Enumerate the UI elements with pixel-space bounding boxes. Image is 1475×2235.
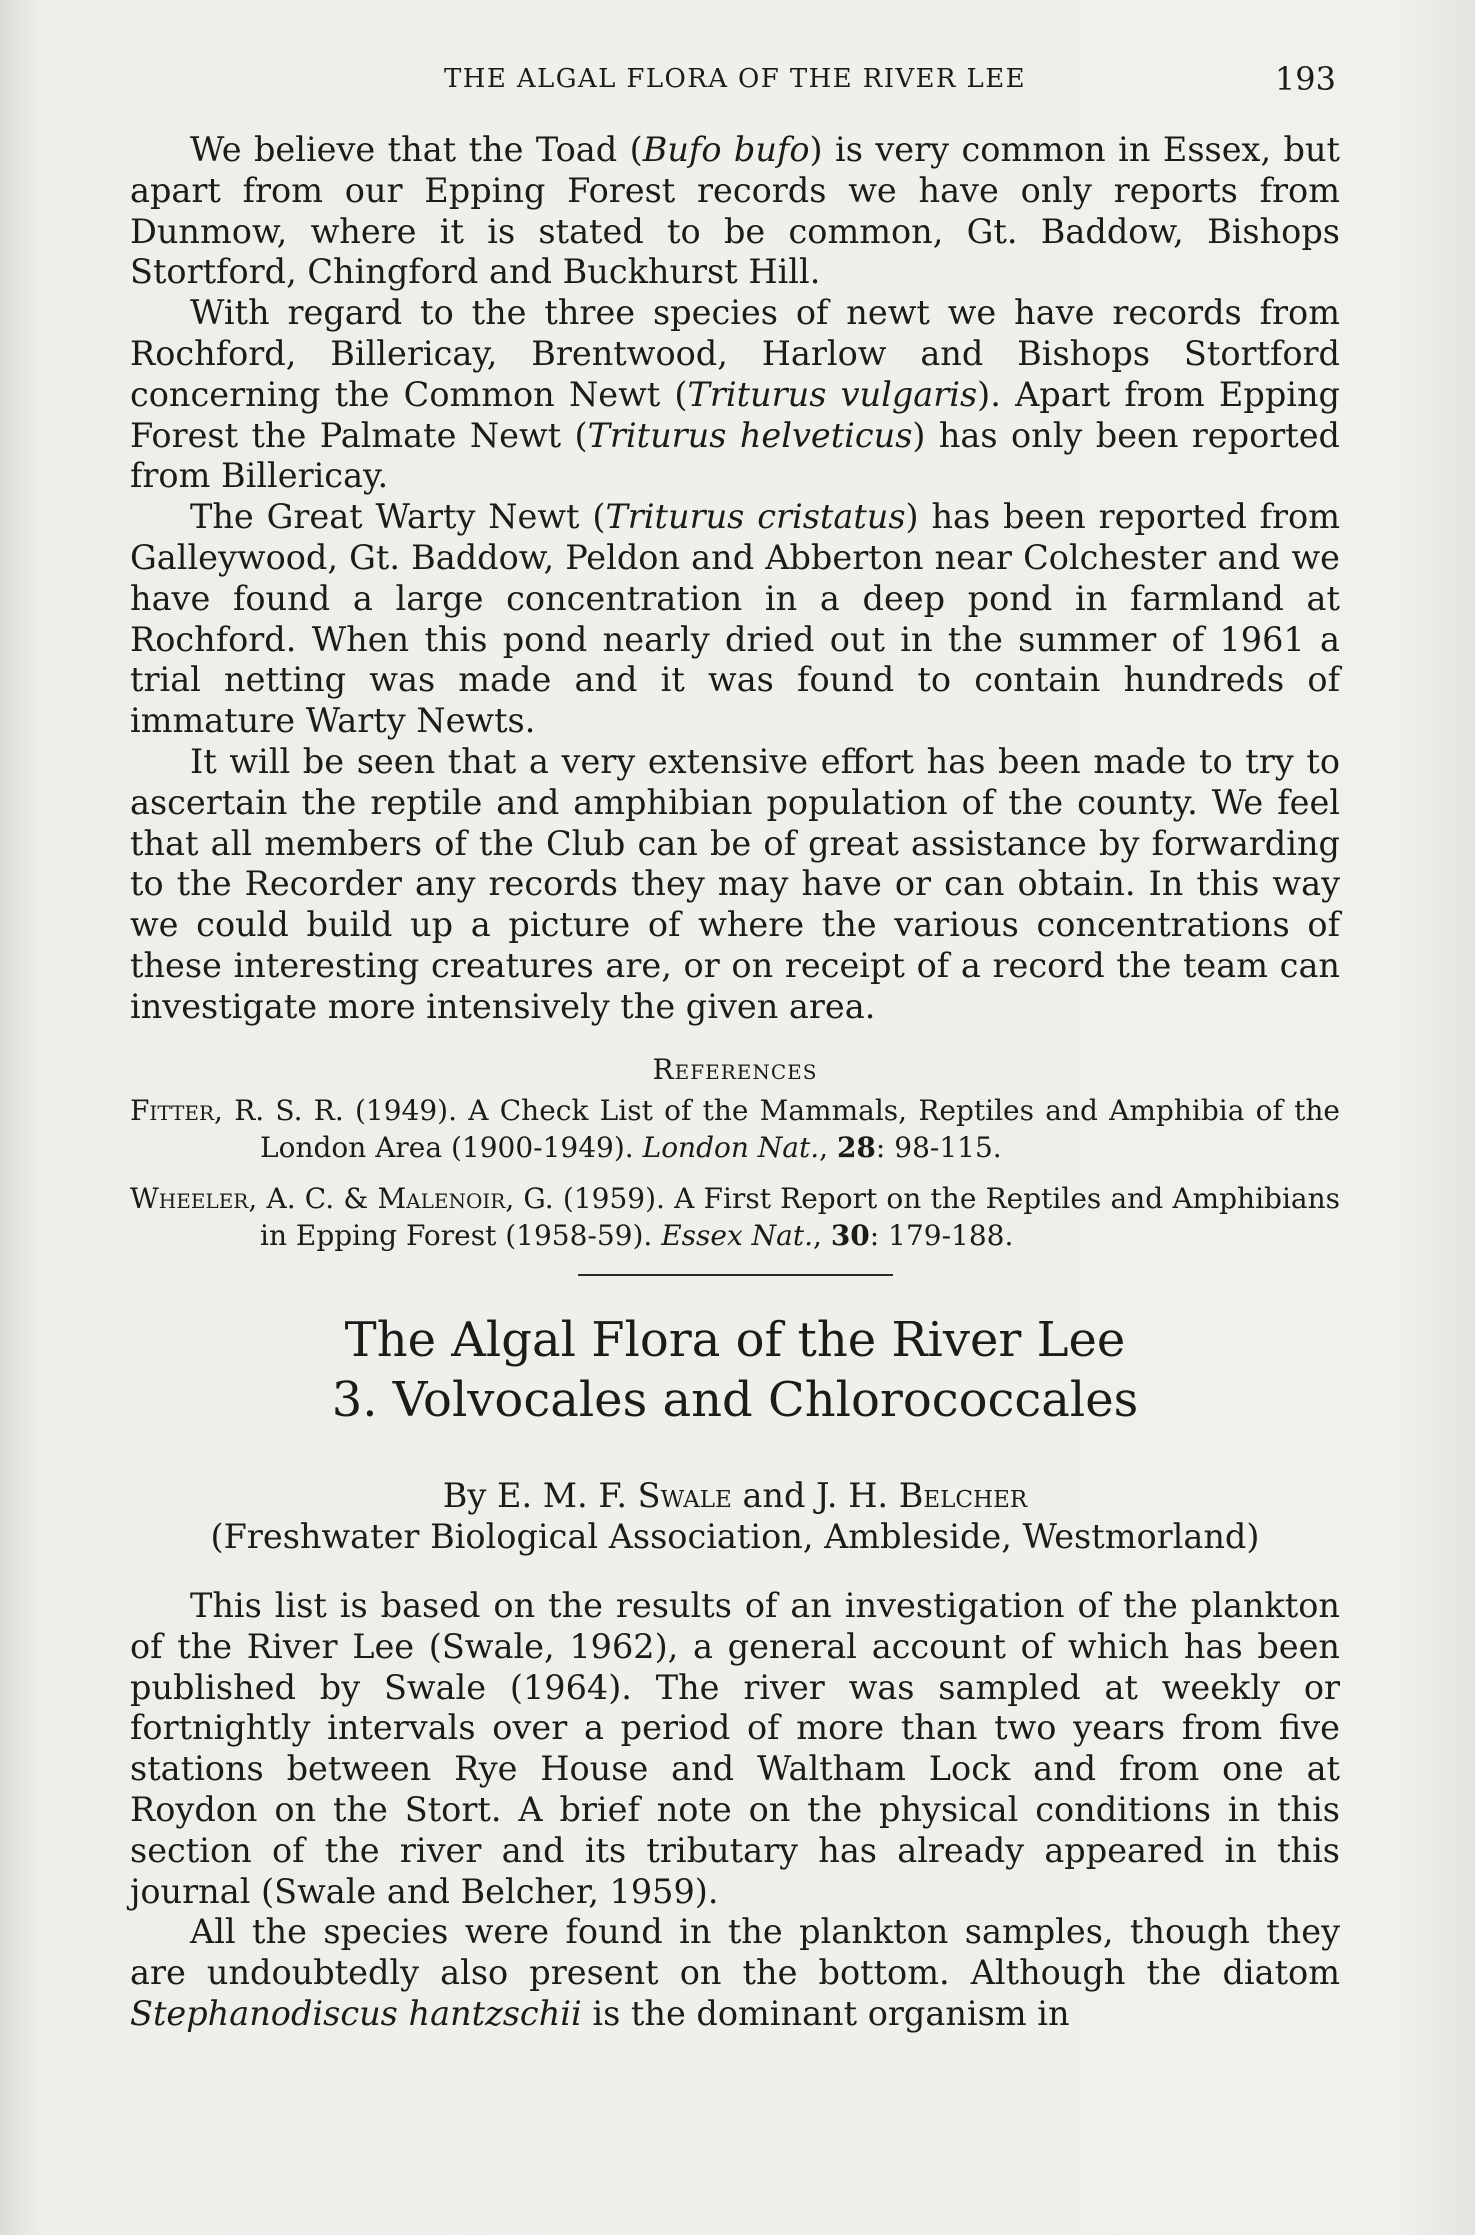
article-paragraph-species: All the species were found in the plankton samples, though they are undoubtedly also present on the bottom. Although the diatom Stephanodiscus hantzschii is the dominant organism in [130,1912,1340,2033]
author-surname: Swale [637,1476,732,1516]
volume-number: 30 [830,1219,870,1253]
paragraph-toad: We believe that the Toad (Bufo bufo) is very common in Essex, but apart from our Epping Forest records we have only reports from Dunmow, where it is stated to be common, Gt. Baddow, Bishops Stortford, Chingford and Buckhurst Hill. [130,130,1341,292]
reference-item: Wheeler, A. C. & Malenoir, G. (1959). A First Report on the Reptiles and Amphibians in Epping Forest (1958-59). Essex Nat., 30: 179-188. [130,1182,1340,1253]
reference-item: Fitter, R. S. R. (1949). A Check List of the Mammals, Reptiles and Amphibia of the London Area (1900-1949). London Nat., 28: 98-115. [130,1094,1340,1165]
page-header [130,60,1340,104]
author-affiliation: (Freshwater Biological Association, Ambleside, Westmorland) [210,1517,1260,1557]
journal-name: London Nat. [642,1131,820,1165]
references-heading: References [652,1052,818,1086]
species-name: Stephanodiscus hantzschii [130,1993,582,2033]
article-byline: By E. M. F. Swale and J. H. Belcher [442,1476,1028,1516]
reference-author: Wheeler, A. C. & Malenoir, G. [130,1182,554,1216]
running-title: THE ALGAL FLORA OF THE RIVER LEE [444,64,1026,94]
page-body [130,130,1340,2035]
paragraph-warty-newt: The Great Warty Newt (Triturus cristatus) has been reported from Galleywood, Gt. Baddow, Peldon and Abberton near Colchester and we have found a large concentration in a deep pond in farmland at Rochford. When this pond nearly dried out in the summer of 1961 a trial netting was made and it was found to contain hundreds of immature Warty Newts. [130,497,1340,741]
species-name: Triturus cristatus [605,497,906,537]
author-surname: Belcher [898,1476,1028,1516]
section-divider [578,1274,893,1276]
species-name: Triturus vulgaris [687,374,978,414]
volume-number: 28 [836,1131,876,1165]
species-name: Triturus helveticus [587,415,913,455]
reference-author: Fitter, R. S. R. [130,1094,344,1128]
paragraph-conclusion: It will be seen that a very extensive effort has been made to try to ascertain the reptile and amphibian population of the county. We feel that all members of the Club can be of great assistance by forwarding to the Recorder any records they may have or can obtain. In this way we could build up a picture of where the various concentrations of these interesting creatures are, or on receipt of a record the team can investigate more intensively the given area. [130,741,1340,1026]
article-paragraph-intro: This list is based on the results of an investigation of the plankton of the River Lee (Swale, 1962), a general account of which has been published by Swale (1964). The river was sampled at weekly or fortnightly intervals over a period of more than two years from five stations between Rye House and Waltham Lock and from one at Roydon on the Stort. A brief note on the physical conditions in this section of the river and its tributary has already appeared in this journal (Swale and Belcher, 1959). [130,1585,1340,1911]
article-title-line-1: The Algal Flora of the River Lee [344,1312,1126,1369]
article-title-line-2: 3. Volvocales and Chlorococcales [331,1372,1139,1429]
journal-name: Essex Nat. [661,1219,814,1253]
page-number: 193 [1274,60,1336,98]
species-name: Bufo bufo [642,130,810,169]
paragraph-newts: With regard to the three species of newt we have records from Rochford, Billericay, Brentwood, Harlow and Bishops Stortford concerning the Common Newt (Triturus vulgaris). Apart from Epping Forest the Palmate Newt (Triturus helveticus) has only been reported from Billericay. [130,293,1341,496]
